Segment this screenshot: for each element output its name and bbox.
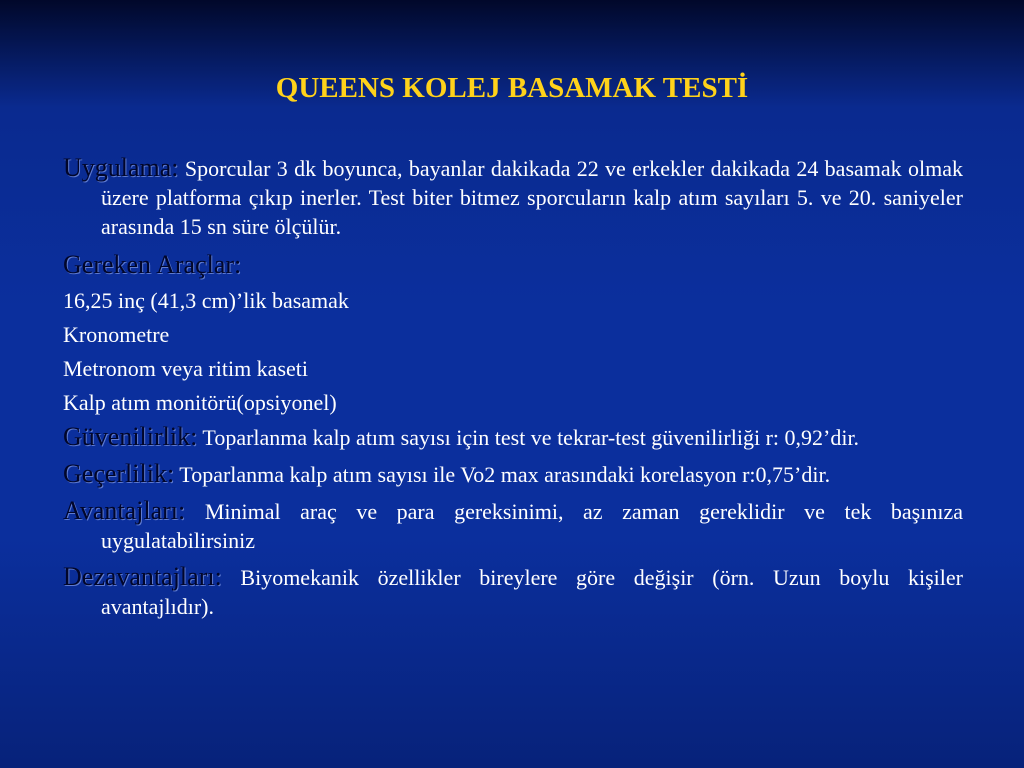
gereken-item-kalp-monitoru: Kalp atım monitörü(opsiyonel) xyxy=(63,390,337,415)
gecerlilik-heading: Geçerlilik: xyxy=(63,459,175,488)
dezavantajlari-paragraph xyxy=(63,562,963,621)
uygulama-heading: Uygulama: xyxy=(63,153,179,182)
avantajlari-text: Minimal araç ve para gereksinimi, az zaman gereklidir ve tek başınıza uygulatabilirsiniz xyxy=(101,499,963,553)
gereken-araclar-heading: Gereken Araçlar: xyxy=(63,250,242,279)
slide-title: QUEENS KOLEJ BASAMAK TESTİ xyxy=(275,72,749,104)
guvenilirlik-heading: Güvenilirlik: xyxy=(63,422,198,451)
gereken-item-kronometre: Kronometre xyxy=(63,322,170,347)
dezavantajlari-heading: Dezavantajları: xyxy=(63,562,222,591)
gecerlilik-text: Toparlanma kalp atım sayısı ile Vo2 max arasındaki korelasyon r:0,75’dir. xyxy=(174,462,831,487)
guvenilirlik-text: Toparlanma kalp atım sayısı için test ve tekrar-test güvenilirliği r: 0,92’dir. xyxy=(197,425,860,450)
avantajlari-heading: Avantajları: xyxy=(63,496,186,525)
gereken-item-metronom: Metronom veya ritim kaseti xyxy=(63,356,308,381)
avantajlari-paragraph xyxy=(63,496,963,555)
slide-content xyxy=(63,153,963,628)
uygulama-text: Sporcular 3 dk boyunca, bayanlar dakikada 22 ve erkekler dakikada 24 basamak olmak üzere platforma çıkıp inerler. Test biter bitmez sporcuların kalp atım sayıları 5. ve 20. saniyeler arasında 15 sn süre ölçülür. xyxy=(101,156,963,239)
dezavantajlari-text: Biyomekanik özellikler bireylere göre değişir (örn. Uzun boylu kişiler avantajlıdır). xyxy=(101,565,963,619)
gecerlilik-paragraph xyxy=(63,459,963,489)
uygulama-paragraph xyxy=(63,153,963,241)
guvenilirlik-paragraph xyxy=(63,422,963,452)
gereken-item-basamak: 16,25 inç (41,3 cm)’lik basamak xyxy=(63,288,349,313)
